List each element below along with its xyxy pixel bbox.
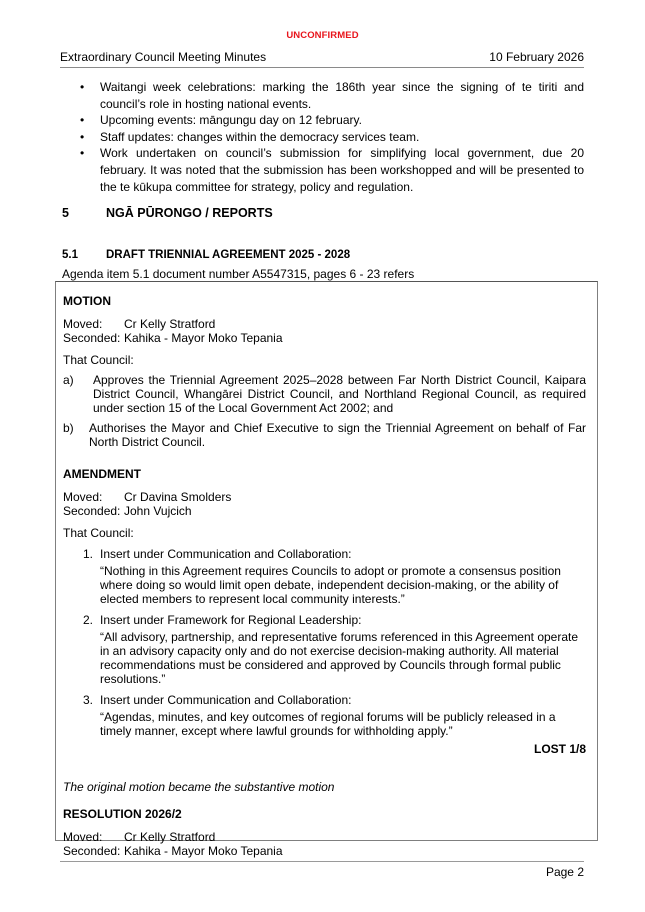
subsection-title: DRAFT TRIENNIAL AGREEMENT 2025 - 2028 [106,249,351,261]
amendment-result: LOST 1/8 [533,742,586,756]
moved-label: Moved: [63,490,103,504]
amendment-movers [63,490,586,518]
footer-divider [60,861,584,862]
amendment-item [63,613,586,686]
resolution-movers [63,830,586,858]
amendment-item-number: 2. [83,613,94,627]
resolution-heading: RESOLUTION 2026/2 [63,807,182,821]
document-title: Extraordinary Council Meeting Minutes [60,50,267,64]
bullet-item: • Waitangi week celebrations: marking the 186th year since the signing of te tiriti and council’s role in hosting national events. [60,79,584,112]
subsection-number: 5.1 [62,249,78,261]
motion-intro: That Council: [63,353,134,367]
section-title: NGĀ PŪRONGO / REPORTS [106,206,273,220]
motion-box [55,281,598,858]
seconded-label: Seconded: [63,844,121,858]
section-heading [62,206,273,220]
motion-heading: MOTION [63,294,111,308]
amendment-item [63,547,586,606]
amendment-item-number: 3. [83,693,94,707]
moved-label: Moved: [63,317,103,331]
motion-item-text: Authorises the Mayor and Chief Executive to sign the Triennial Agreement on behalf of Far North District Council. [89,421,586,449]
moved-by: Cr Kelly Stratford [124,317,216,331]
amendment-instruction: Insert under Communication and Collaboration: [100,693,352,707]
amendment-instruction: Insert under Communication and Collaboration: [100,547,352,561]
amendment-intro: That Council: [63,526,134,540]
motion-item [63,421,586,449]
meeting-date: 10 February 2026 [489,50,584,64]
seconded-by: John Vujcich [124,504,192,518]
subsection-heading [62,249,350,261]
moved-by: Cr Kelly Stratford [124,830,216,844]
seconded-by: Kahika - Mayor Moko Tepania [124,844,283,858]
amendment-quote: “Agendas, minutes, and key outcomes of regional forums will be publicly released in a timely manner, except where lawful grounds for withholding apply.” [100,710,556,738]
page-header [60,50,584,64]
header-divider [60,67,584,68]
section-number: 5 [62,206,69,220]
bullet-item: • Upcoming events: māngungu day on 12 february. [60,112,584,129]
amendment-heading: AMENDMENT [63,467,141,481]
amendment-quote: “Nothing in this Agreement requires Councils to adopt or promote a consensus position where doing so would limit open debate, independent decision-making, or the ability of elected members to represent local community interests.” [100,564,561,606]
motion-items [63,373,586,449]
amendment-instruction: Insert under Framework for Regional Leadership: [100,613,362,627]
moved-by: Cr Davina Smolders [124,490,232,504]
page-number: Page 2 [545,865,584,879]
seconded-by: Kahika - Mayor Moko Tepania [124,331,283,345]
bullet-item: • Staff updates: changes within the democracy services team. [60,129,584,146]
update-bullet-list [60,79,584,195]
motion-item [63,373,586,415]
seconded-label: Seconded: [63,504,121,518]
agenda-reference: Agenda item 5.1 document number A5547315, pages 6 - 23 refers [62,267,415,281]
amendment-item-number: 1. [83,547,94,561]
amendment-items [63,547,586,738]
unconfirmed-watermark: UNCONFIRMED [286,30,359,41]
moved-label: Moved: [63,830,103,844]
motion-item-text: Approves the Triennial Agreement 2025–2028 between Far North District Council, Kaipara District Council, Whangārei District Council, and Northland Regional Council, as required under section 15 of the Local Government Act 2002; and [93,373,586,415]
amendment-quote: “All advisory, partnership, and representative forums referenced in this Agreement operate in an advisory capacity only and do not exercise decision-making authority. All material recommendations must be considered and approved by Councils through formal public resolutions.” [100,630,579,686]
amendment-item [63,693,586,738]
bullet-item: • Work undertaken on council’s submission for simplifying local government, due 20 february. It was noted that the submission has been workshopped and will be presented to the te kūkupa committee for strategy, policy and regulation. [60,145,584,195]
substantive-motion-note: The original motion became the substantive motion [63,780,335,794]
motion-item-label: b) [63,421,74,435]
motion-movers [63,317,586,345]
motion-item-label: a) [63,373,74,387]
seconded-label: Seconded: [63,331,121,345]
